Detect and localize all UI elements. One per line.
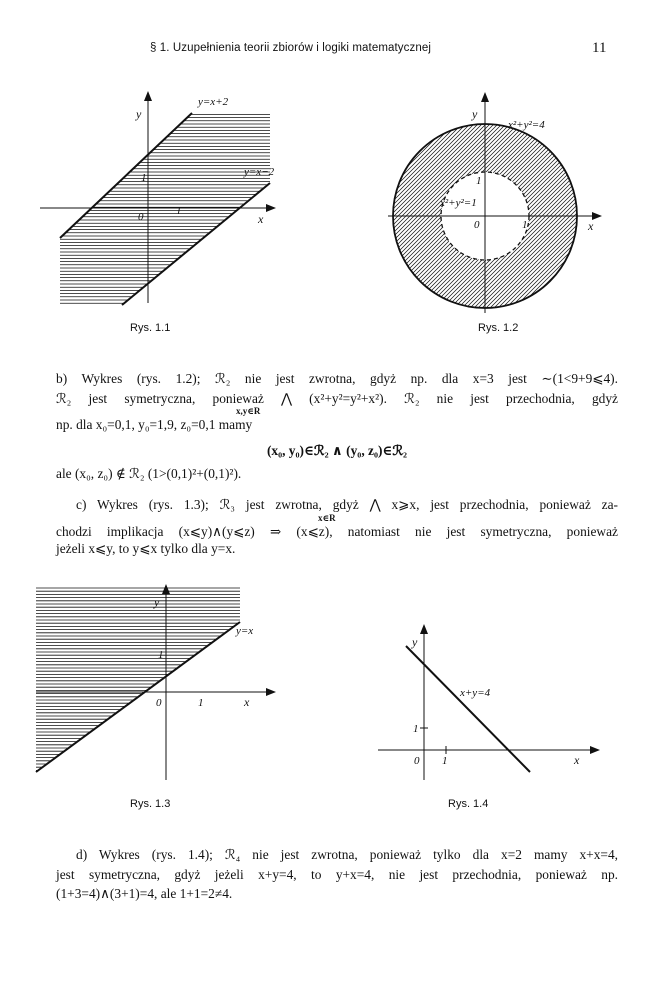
hatch-line [590,88,672,328]
paragraph-b-line-4: ale (x₀, z₀) ∉ ℛ₂ (1>(0,1)²+(0,1)²). [56,466,242,481]
y-axis-arrow [162,584,170,594]
hatch-line [578,88,672,328]
x-unit-label: 1 [198,697,204,709]
paragraph-c-line-2: chodzi implikacja (x⩽y)∧(y⩽z) ⇒ (x⩽z), natomiast nie jest symetryczna, ponieważ [56,523,618,539]
paragraph-d-line-3: (1+3=4)∧(3+1)=4, ale 1+1=2≠4. [56,886,233,901]
y-axis-label: y [154,595,160,609]
x-unit-label: 1 [442,755,448,767]
x-axis-arrow [592,212,602,220]
upper-line-label: y=x+2 [198,96,229,108]
hatch-line [606,88,672,328]
paragraph-c-line-1: c) Wykres (rys. 1.3); ℛ₃ jest zwrotna, gdyż ⋀ x⩾x, jest przechodnia, ponieważ za- [76,497,618,512]
y-axis-arrow [481,92,489,102]
line-label: y=x [236,625,254,637]
page-number: 11 [592,40,607,56]
x-unit-label: 1 [176,205,182,217]
figure-1-2 [390,88,630,313]
line-label: x+y=4 [460,687,491,699]
paragraph-b-line-1: b) Wykres (rys. 1.2); ℛ₂ nie jest zwrotna, gdyż np. dla x=3 jest ∼(1<9+9⩽4). [56,371,618,386]
figure-1-4 [380,622,620,787]
x-unit-label: 1 [522,219,528,231]
hatch-line [470,88,672,328]
paragraph-d-line-2: jest symetryczna, gdyż jeżeli x+y=4, to y+x=4, nie jest przechodnia, ponieważ np. [56,866,618,882]
hatch-line [582,88,672,328]
paragraph-c-line-3: jeżeli x⩽y, to y⩽x tylko dla y=x. [56,541,236,556]
hatch-line [594,88,672,328]
paragraph-b-line-3: np. dla x₀=0,1, y₀=1,9, z₀=0,1 mamy [56,417,253,432]
quantifier-subscript: x,y∈R [236,406,261,416]
paragraph-b-line-2: ℛ₂ jest symetryczna, ponieważ ⋀ (x²+y²=y²+x²). ℛ₂ nie jest przechodnia, gdyż [56,390,618,406]
y-axis-label: y [136,107,142,121]
origin-label: 0 [156,697,162,709]
y-axis-arrow [144,91,152,101]
hatch-line [598,88,672,328]
hatch-line [474,88,672,328]
y-unit-label: 1 [476,175,482,187]
hatch-line [534,88,672,328]
quantifier-subscript: x∈R [318,512,336,523]
hatch-line [574,88,672,328]
hatch-line [546,88,672,328]
y-axis-label: y [472,107,478,121]
caption-fig-1-2: Rys. 1.2 [478,322,519,334]
paragraph-d-line-1: d) Wykres (rys. 1.4); ℛ₄ nie jest zwrotna, ponieważ tylko dla x=2 mamy x+x=4, [76,847,618,862]
x-axis-label: x [574,753,580,767]
hatch-line [614,88,672,328]
hatch-line [550,88,672,328]
x-axis-label: x [588,219,594,233]
caption-fig-1-1: Rys. 1.1 [130,322,171,334]
x-axis-label: x [244,695,250,709]
figure-1-3 [30,582,290,787]
hatch-line [554,88,672,328]
x-axis-arrow [266,688,276,696]
hatch-line [610,88,672,328]
hatch-line [542,88,672,328]
inner-circle-label: x²+y²=1 [440,197,477,209]
paragraph-b [56,370,618,483]
origin-label: 0 [474,219,480,231]
hatch-line [586,88,672,328]
y-axis-arrow [420,624,428,634]
hatch-line [558,88,672,328]
hatch-line [562,88,672,328]
paragraph-d [56,846,618,903]
y-unit-label: 1 [158,649,164,661]
hatch-line [622,88,672,328]
x-axis-arrow [266,204,276,212]
figure-1-1 [30,88,290,313]
x-axis-label: x [258,212,264,226]
page-header [0,42,672,62]
hatch-line [570,88,672,328]
y-axis-label: y [412,635,418,649]
line-x-plus-y-equals-4 [406,646,530,772]
paragraph-c [56,496,618,558]
hatch-line [626,88,672,328]
caption-fig-1-4: Rys. 1.4 [448,798,489,810]
hatch-line [566,88,672,328]
origin-label: 0 [414,755,420,767]
hatch-line [602,88,672,328]
lower-line-label: y=x−2 [244,166,275,178]
paragraph-b-formula: (x₀, y₀)∈ℛ₂ ∧ (y₀, z₀)∈ℛ₂ [266,442,408,458]
hatch-line [618,88,672,328]
x-axis-arrow [590,746,600,754]
origin-label: 0 [138,211,144,223]
y-unit-label: 1 [413,723,419,735]
hatch-line [530,88,672,328]
caption-fig-1-3: Rys. 1.3 [130,798,171,810]
y-unit-label: 1 [141,172,147,184]
hatch-line [526,88,672,328]
lower-boundary-line [122,183,270,305]
hatch-line [630,88,672,328]
running-head: § 1. Uzupełnienia teorii zbiorów i logiki matematycznej [150,42,431,54]
outer-circle-label: x²+y²=4 [508,119,545,131]
